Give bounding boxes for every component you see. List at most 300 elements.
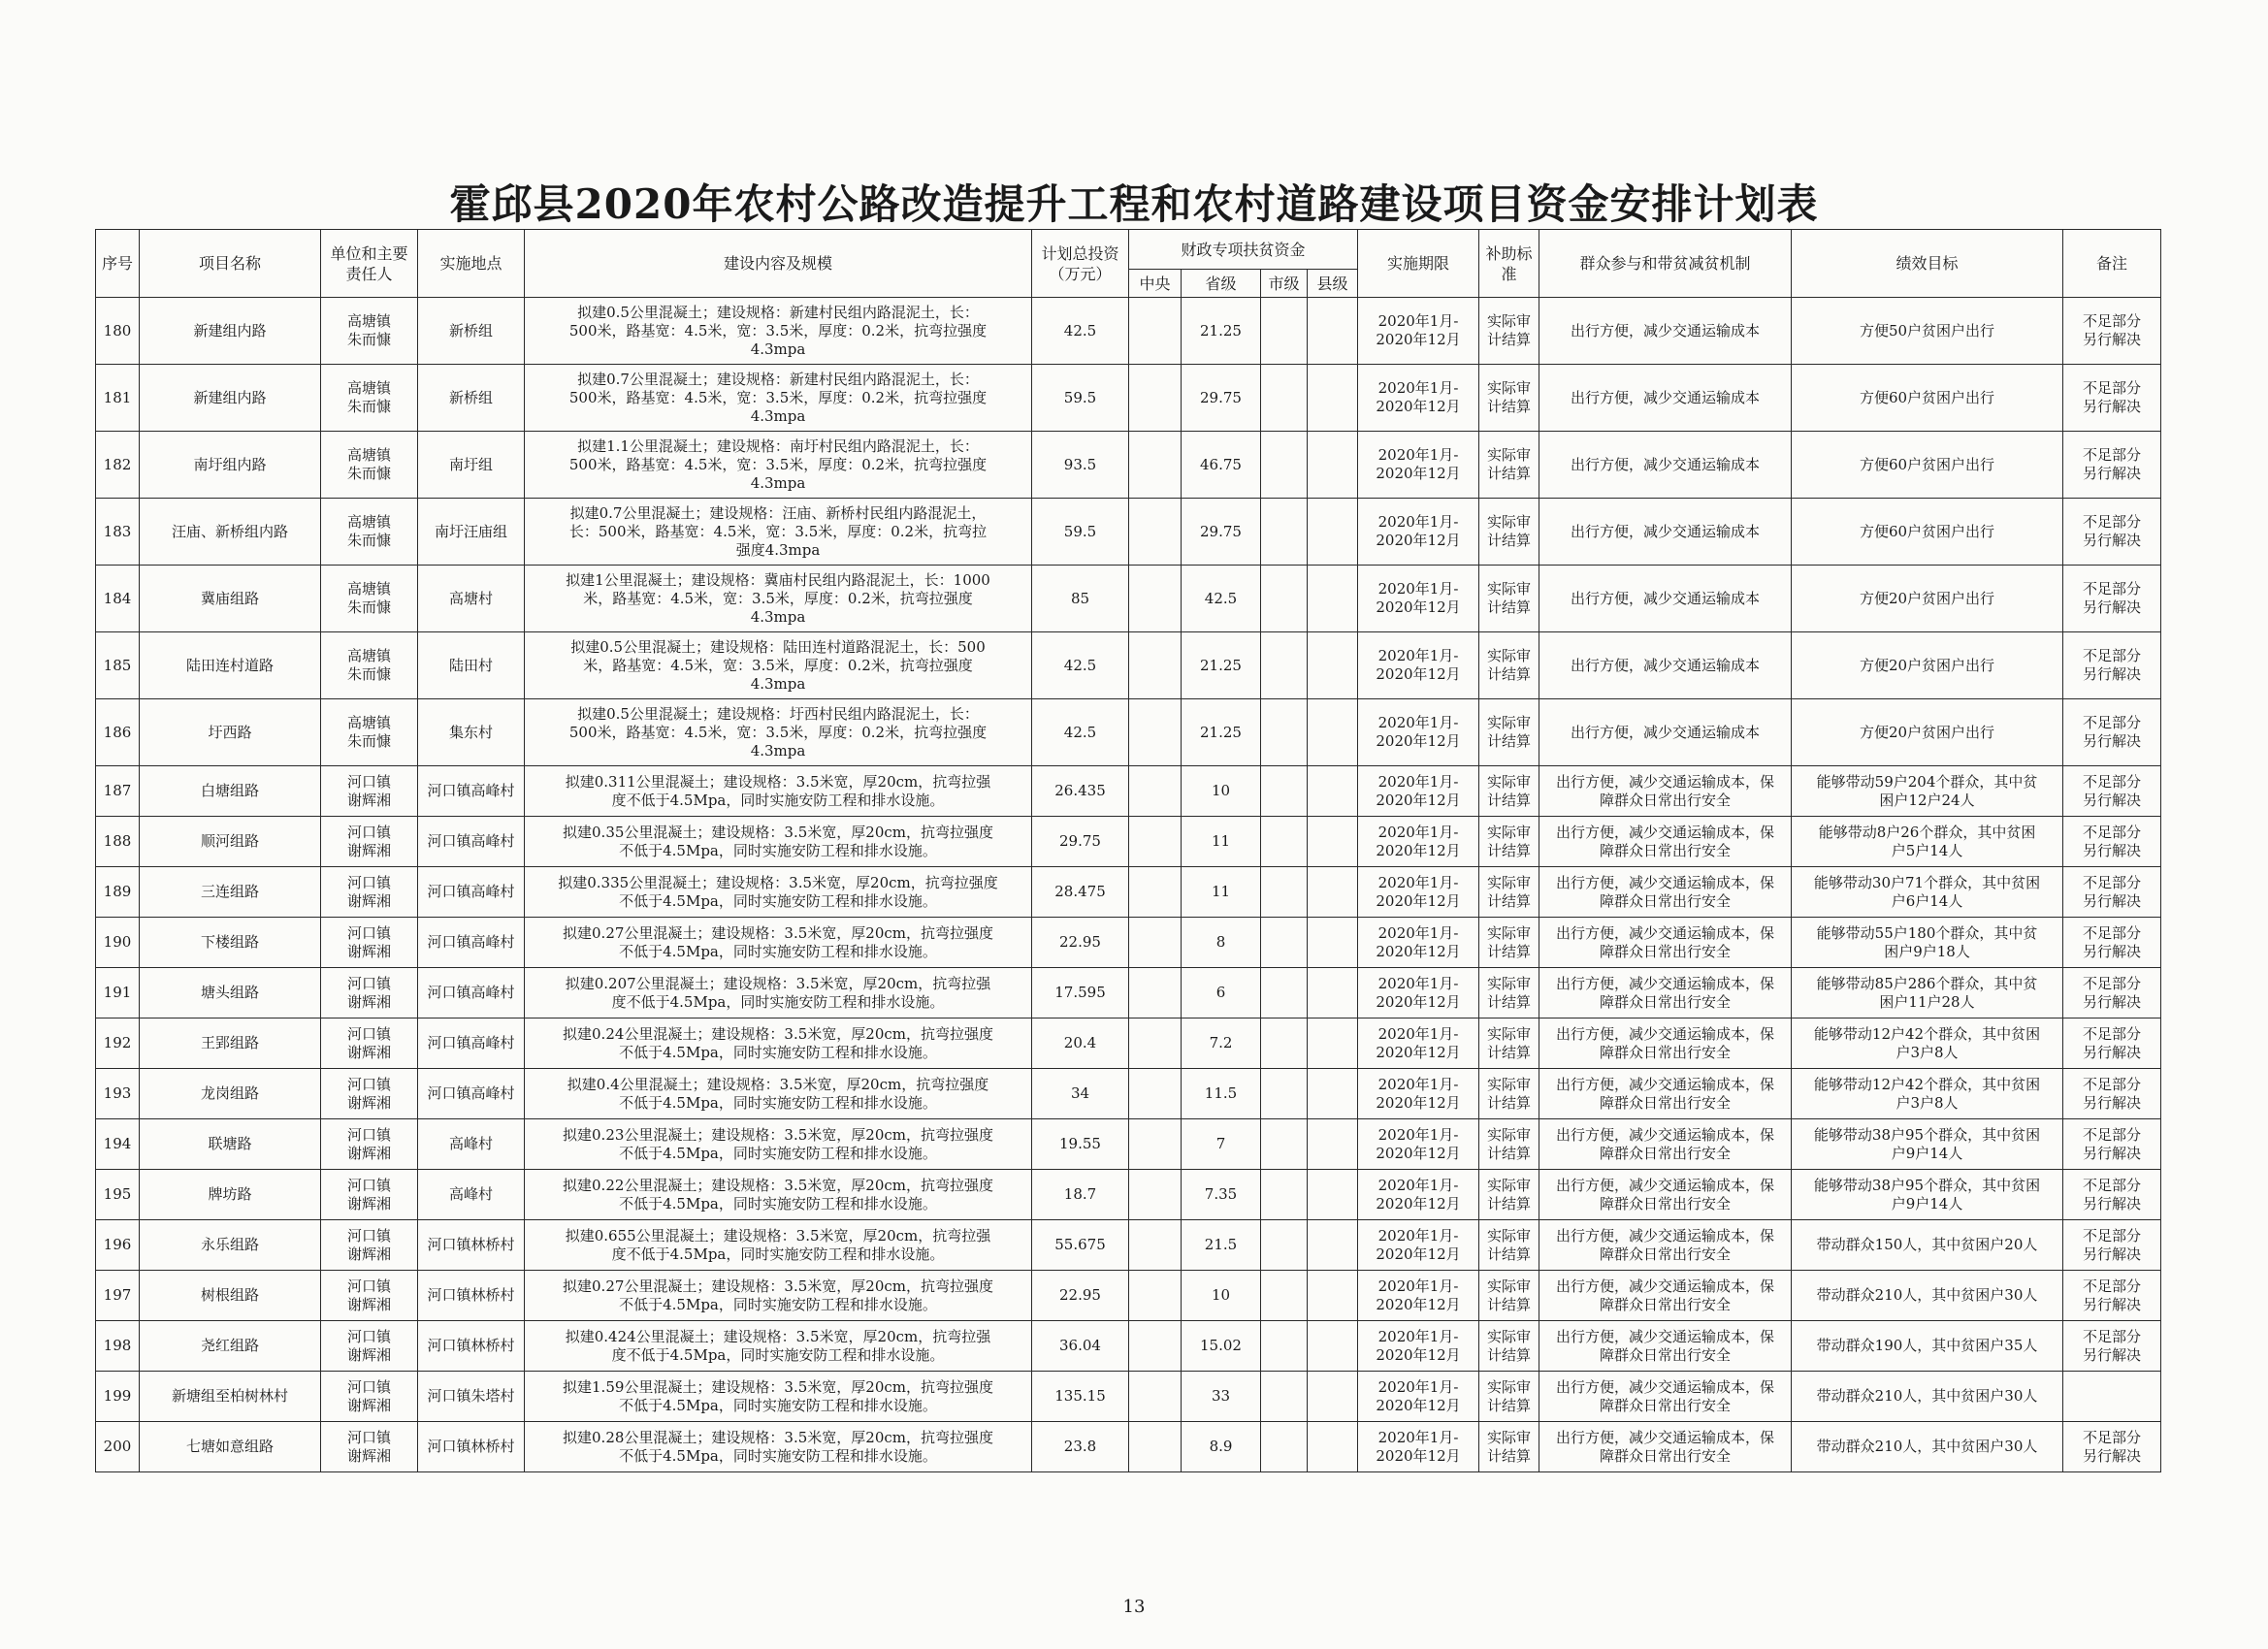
cell-mechanism: 出行方便，减少交通运输成本，保 障群众日常出行安全 bbox=[1539, 867, 1792, 918]
cell-name: 树根组路 bbox=[140, 1271, 321, 1321]
cell-seq: 200 bbox=[96, 1422, 140, 1472]
cell-remark: 不足部分 另行解决 bbox=[2063, 867, 2161, 918]
cell-total: 42.5 bbox=[1032, 699, 1129, 766]
cell-goal: 方便20户贫困户出行 bbox=[1792, 632, 2063, 699]
cell-fund-central bbox=[1129, 699, 1182, 766]
cell-location: 新桥组 bbox=[418, 298, 525, 365]
cell-fund-city bbox=[1261, 1170, 1308, 1220]
cell-fund-province: 10 bbox=[1182, 1271, 1261, 1321]
header-fund-group: 财政专项扶贫资金 bbox=[1129, 230, 1358, 270]
cell-name: 塘头组路 bbox=[140, 968, 321, 1018]
cell-fund-central bbox=[1129, 1271, 1182, 1321]
cell-seq: 186 bbox=[96, 699, 140, 766]
cell-fund-city bbox=[1261, 1069, 1308, 1119]
cell-period: 2020年1月- 2020年12月 bbox=[1358, 1220, 1479, 1271]
cell-name: 尧红组路 bbox=[140, 1321, 321, 1372]
cell-fund-county bbox=[1308, 1119, 1358, 1170]
cell-seq: 197 bbox=[96, 1271, 140, 1321]
cell-mechanism: 出行方便，减少交通运输成本 bbox=[1539, 699, 1792, 766]
table-row bbox=[96, 365, 2161, 432]
cell-name: 南圩组内路 bbox=[140, 432, 321, 499]
cell-mechanism: 出行方便，减少交通运输成本，保 障群众日常出行安全 bbox=[1539, 1170, 1792, 1220]
cell-subsidy: 实际审 计结算 bbox=[1479, 1220, 1539, 1271]
cell-remark: 不足部分 另行解决 bbox=[2063, 365, 2161, 432]
cell-unit: 河口镇 谢辉湘 bbox=[321, 1220, 418, 1271]
header-unit: 单位和主要责任人 bbox=[321, 230, 418, 298]
cell-fund-city bbox=[1261, 1372, 1308, 1422]
cell-fund-central bbox=[1129, 632, 1182, 699]
cell-mechanism: 出行方便，减少交通运输成本 bbox=[1539, 566, 1792, 632]
cell-goal: 方便60户贫困户出行 bbox=[1792, 499, 2063, 566]
cell-location: 河口镇高峰村 bbox=[418, 968, 525, 1018]
table-row bbox=[96, 918, 2161, 968]
cell-fund-province: 29.75 bbox=[1182, 499, 1261, 566]
cell-name: 新建组内路 bbox=[140, 298, 321, 365]
table-row bbox=[96, 1069, 2161, 1119]
header-period: 实施期限 bbox=[1358, 230, 1479, 298]
cell-period: 2020年1月- 2020年12月 bbox=[1358, 432, 1479, 499]
cell-goal: 能够带动30户71个群众，其中贫困 户6户14人 bbox=[1792, 867, 2063, 918]
cell-fund-county bbox=[1308, 1170, 1358, 1220]
table-row bbox=[96, 766, 2161, 817]
cell-remark: 不足部分 另行解决 bbox=[2063, 499, 2161, 566]
cell-unit: 河口镇 谢辉湘 bbox=[321, 1069, 418, 1119]
cell-goal: 带动群众190人，其中贫困户35人 bbox=[1792, 1321, 2063, 1372]
cell-goal: 能够带动55户180个群众，其中贫 困户9户18人 bbox=[1792, 918, 2063, 968]
cell-fund-central bbox=[1129, 298, 1182, 365]
cell-remark: 不足部分 另行解决 bbox=[2063, 1220, 2161, 1271]
cell-seq: 180 bbox=[96, 298, 140, 365]
cell-period: 2020年1月- 2020年12月 bbox=[1358, 1119, 1479, 1170]
cell-total: 85 bbox=[1032, 566, 1129, 632]
cell-total: 18.7 bbox=[1032, 1170, 1129, 1220]
cell-mechanism: 出行方便，减少交通运输成本 bbox=[1539, 365, 1792, 432]
cell-content: 拟建0.207公里混凝土；建设规格：3.5米宽，厚20cm，抗弯拉强 度不低于4.5Mpa，同时实施安防工程和排水设施。 bbox=[525, 968, 1032, 1018]
cell-fund-county bbox=[1308, 566, 1358, 632]
cell-unit: 河口镇 谢辉湘 bbox=[321, 1170, 418, 1220]
cell-mechanism: 出行方便，减少交通运输成本 bbox=[1539, 632, 1792, 699]
cell-fund-province: 42.5 bbox=[1182, 566, 1261, 632]
cell-goal: 方便60户贫困户出行 bbox=[1792, 365, 2063, 432]
cell-remark: 不足部分 另行解决 bbox=[2063, 1069, 2161, 1119]
cell-name: 永乐组路 bbox=[140, 1220, 321, 1271]
header-content: 建设内容及规模 bbox=[525, 230, 1032, 298]
cell-content: 拟建1.59公里混凝土；建设规格：3.5米宽，厚20cm，抗弯拉强度 不低于4.5Mpa，同时实施安防工程和排水设施。 bbox=[525, 1372, 1032, 1422]
cell-fund-central bbox=[1129, 1119, 1182, 1170]
cell-seq: 194 bbox=[96, 1119, 140, 1170]
cell-unit: 高塘镇 朱而慷 bbox=[321, 499, 418, 566]
cell-fund-county bbox=[1308, 1321, 1358, 1372]
cell-content: 拟建0.5公里混凝土；建设规格：陆田连村道路混泥土，长：500 米，路基宽：4.5米，宽：3.5米，厚度：0.2米，抗弯拉强度 4.3mpa bbox=[525, 632, 1032, 699]
cell-remark: 不足部分 另行解决 bbox=[2063, 1271, 2161, 1321]
cell-seq: 199 bbox=[96, 1372, 140, 1422]
cell-total: 55.675 bbox=[1032, 1220, 1129, 1271]
cell-subsidy: 实际审 计结算 bbox=[1479, 632, 1539, 699]
table-row bbox=[96, 867, 2161, 918]
cell-fund-central bbox=[1129, 1321, 1182, 1372]
cell-goal: 能够带动12户42个群众，其中贫困 户3户8人 bbox=[1792, 1069, 2063, 1119]
cell-content: 拟建0.27公里混凝土；建设规格：3.5米宽，厚20cm，抗弯拉强度 不低于4.5Mpa，同时实施安防工程和排水设施。 bbox=[525, 1271, 1032, 1321]
header-mechanism: 群众参与和带贫减贫机制 bbox=[1539, 230, 1792, 298]
cell-seq: 191 bbox=[96, 968, 140, 1018]
cell-remark bbox=[2063, 1372, 2161, 1422]
cell-total: 36.04 bbox=[1032, 1321, 1129, 1372]
cell-fund-central bbox=[1129, 1018, 1182, 1069]
cell-seq: 193 bbox=[96, 1069, 140, 1119]
cell-unit: 高塘镇 朱而慷 bbox=[321, 632, 418, 699]
cell-unit: 河口镇 谢辉湘 bbox=[321, 1271, 418, 1321]
cell-total: 22.95 bbox=[1032, 1271, 1129, 1321]
cell-content: 拟建0.655公里混凝土；建设规格：3.5米宽，厚20cm，抗弯拉强 度不低于4.5Mpa，同时实施安防工程和排水设施。 bbox=[525, 1220, 1032, 1271]
cell-fund-city bbox=[1261, 968, 1308, 1018]
cell-fund-city bbox=[1261, 699, 1308, 766]
cell-seq: 196 bbox=[96, 1220, 140, 1271]
cell-fund-central bbox=[1129, 499, 1182, 566]
cell-mechanism: 出行方便，减少交通运输成本，保 障群众日常出行安全 bbox=[1539, 1069, 1792, 1119]
cell-goal: 能够带动38户95个群众，其中贫困 户9户14人 bbox=[1792, 1119, 2063, 1170]
cell-seq: 183 bbox=[96, 499, 140, 566]
cell-content: 拟建0.27公里混凝土；建设规格：3.5米宽，厚20cm，抗弯拉强度 不低于4.5Mpa，同时实施安防工程和排水设施。 bbox=[525, 918, 1032, 968]
cell-fund-city bbox=[1261, 432, 1308, 499]
cell-location: 南圩组 bbox=[418, 432, 525, 499]
cell-location: 集东村 bbox=[418, 699, 525, 766]
cell-fund-city bbox=[1261, 1321, 1308, 1372]
cell-content: 拟建0.4公里混凝土；建设规格：3.5米宽，厚20cm，抗弯拉强度 不低于4.5Mpa，同时实施安防工程和排水设施。 bbox=[525, 1069, 1032, 1119]
cell-total: 19.55 bbox=[1032, 1119, 1129, 1170]
cell-fund-county bbox=[1308, 298, 1358, 365]
cell-unit: 高塘镇 朱而慷 bbox=[321, 432, 418, 499]
cell-subsidy: 实际审 计结算 bbox=[1479, 1119, 1539, 1170]
cell-fund-province: 21.5 bbox=[1182, 1220, 1261, 1271]
cell-total: 29.75 bbox=[1032, 817, 1129, 867]
cell-mechanism: 出行方便，减少交通运输成本，保 障群众日常出行安全 bbox=[1539, 1018, 1792, 1069]
cell-location: 陆田村 bbox=[418, 632, 525, 699]
cell-remark: 不足部分 另行解决 bbox=[2063, 1018, 2161, 1069]
cell-content: 拟建0.311公里混凝土；建设规格：3.5米宽，厚20cm，抗弯拉强 度不低于4.5Mpa，同时实施安防工程和排水设施。 bbox=[525, 766, 1032, 817]
cell-name: 陆田连村道路 bbox=[140, 632, 321, 699]
cell-fund-central bbox=[1129, 817, 1182, 867]
cell-location: 河口镇高峰村 bbox=[418, 918, 525, 968]
cell-total: 135.15 bbox=[1032, 1372, 1129, 1422]
table-header bbox=[96, 230, 2161, 298]
cell-period: 2020年1月- 2020年12月 bbox=[1358, 365, 1479, 432]
table-row bbox=[96, 817, 2161, 867]
cell-unit: 河口镇 谢辉湘 bbox=[321, 867, 418, 918]
cell-subsidy: 实际审 计结算 bbox=[1479, 918, 1539, 968]
cell-fund-county bbox=[1308, 1018, 1358, 1069]
cell-remark: 不足部分 另行解决 bbox=[2063, 699, 2161, 766]
document-title: 霍邱县2020年农村公路改造提升工程和农村道路建设项目资金安排计划表 bbox=[449, 180, 1819, 228]
cell-total: 26.435 bbox=[1032, 766, 1129, 817]
cell-mechanism: 出行方便，减少交通运输成本，保 障群众日常出行安全 bbox=[1539, 1372, 1792, 1422]
cell-period: 2020年1月- 2020年12月 bbox=[1358, 1170, 1479, 1220]
cell-fund-province: 46.75 bbox=[1182, 432, 1261, 499]
cell-fund-county bbox=[1308, 432, 1358, 499]
cell-mechanism: 出行方便，减少交通运输成本 bbox=[1539, 298, 1792, 365]
cell-goal: 带动群众210人，其中贫困户30人 bbox=[1792, 1422, 2063, 1472]
cell-fund-province: 10 bbox=[1182, 766, 1261, 817]
cell-content: 拟建0.24公里混凝土；建设规格：3.5米宽，厚20cm，抗弯拉强度 不低于4.5Mpa，同时实施安防工程和排水设施。 bbox=[525, 1018, 1032, 1069]
cell-location: 河口镇高峰村 bbox=[418, 766, 525, 817]
table-row bbox=[96, 1119, 2161, 1170]
cell-fund-province: 15.02 bbox=[1182, 1321, 1261, 1372]
table-body bbox=[96, 298, 2161, 1472]
cell-period: 2020年1月- 2020年12月 bbox=[1358, 632, 1479, 699]
header-seq: 序号 bbox=[96, 230, 140, 298]
cell-fund-province: 7.35 bbox=[1182, 1170, 1261, 1220]
cell-subsidy: 实际审 计结算 bbox=[1479, 432, 1539, 499]
cell-subsidy: 实际审 计结算 bbox=[1479, 1170, 1539, 1220]
cell-total: 59.5 bbox=[1032, 499, 1129, 566]
cell-goal: 方便20户贫困户出行 bbox=[1792, 566, 2063, 632]
cell-total: 59.5 bbox=[1032, 365, 1129, 432]
cell-goal: 能够带动85户286个群众，其中贫 困户11户28人 bbox=[1792, 968, 2063, 1018]
cell-period: 2020年1月- 2020年12月 bbox=[1358, 1069, 1479, 1119]
funding-plan-table bbox=[95, 229, 2161, 1472]
cell-content: 拟建0.7公里混凝土；建设规格：汪庙、新桥村民组内路混泥土， 长：500米，路基宽：4.5米，宽：3.5米，厚度：0.2米，抗弯拉 强度4.3mpa bbox=[525, 499, 1032, 566]
cell-fund-province: 29.75 bbox=[1182, 365, 1261, 432]
table-row bbox=[96, 566, 2161, 632]
cell-period: 2020年1月- 2020年12月 bbox=[1358, 1018, 1479, 1069]
cell-location: 河口镇高峰村 bbox=[418, 1018, 525, 1069]
cell-remark: 不足部分 另行解决 bbox=[2063, 1321, 2161, 1372]
cell-location: 南圩汪庙组 bbox=[418, 499, 525, 566]
cell-remark: 不足部分 另行解决 bbox=[2063, 766, 2161, 817]
cell-location: 河口镇朱塔村 bbox=[418, 1372, 525, 1422]
table-row bbox=[96, 1422, 2161, 1472]
cell-period: 2020年1月- 2020年12月 bbox=[1358, 817, 1479, 867]
cell-period: 2020年1月- 2020年12月 bbox=[1358, 1321, 1479, 1372]
cell-goal: 方便50户贫困户出行 bbox=[1792, 298, 2063, 365]
cell-fund-county bbox=[1308, 1069, 1358, 1119]
cell-seq: 187 bbox=[96, 766, 140, 817]
cell-fund-province: 11 bbox=[1182, 817, 1261, 867]
cell-location: 河口镇高峰村 bbox=[418, 1069, 525, 1119]
cell-fund-central bbox=[1129, 1372, 1182, 1422]
cell-subsidy: 实际审 计结算 bbox=[1479, 1018, 1539, 1069]
cell-period: 2020年1月- 2020年12月 bbox=[1358, 766, 1479, 817]
cell-goal: 能够带动8户26个群众，其中贫困 户5户14人 bbox=[1792, 817, 2063, 867]
cell-goal: 能够带动12户42个群众，其中贫困 户3户8人 bbox=[1792, 1018, 2063, 1069]
cell-fund-city bbox=[1261, 298, 1308, 365]
cell-location: 高塘村 bbox=[418, 566, 525, 632]
cell-fund-city bbox=[1261, 1018, 1308, 1069]
cell-name: 牌坊路 bbox=[140, 1170, 321, 1220]
cell-seq: 184 bbox=[96, 566, 140, 632]
cell-name: 联塘路 bbox=[140, 1119, 321, 1170]
cell-mechanism: 出行方便，减少交通运输成本，保 障群众日常出行安全 bbox=[1539, 1422, 1792, 1472]
cell-fund-province: 21.25 bbox=[1182, 632, 1261, 699]
cell-name: 白塘组路 bbox=[140, 766, 321, 817]
cell-period: 2020年1月- 2020年12月 bbox=[1358, 699, 1479, 766]
cell-fund-county bbox=[1308, 766, 1358, 817]
cell-subsidy: 实际审 计结算 bbox=[1479, 365, 1539, 432]
cell-fund-province: 21.25 bbox=[1182, 699, 1261, 766]
cell-remark: 不足部分 另行解决 bbox=[2063, 817, 2161, 867]
cell-fund-province: 7.2 bbox=[1182, 1018, 1261, 1069]
cell-fund-central bbox=[1129, 968, 1182, 1018]
table-row bbox=[96, 968, 2161, 1018]
cell-total: 42.5 bbox=[1032, 298, 1129, 365]
cell-seq: 192 bbox=[96, 1018, 140, 1069]
cell-period: 2020年1月- 2020年12月 bbox=[1358, 1422, 1479, 1472]
cell-location: 河口镇林桥村 bbox=[418, 1422, 525, 1472]
cell-fund-province: 33 bbox=[1182, 1372, 1261, 1422]
cell-fund-central bbox=[1129, 566, 1182, 632]
cell-fund-province: 7 bbox=[1182, 1119, 1261, 1170]
cell-period: 2020年1月- 2020年12月 bbox=[1358, 1271, 1479, 1321]
cell-goal: 能够带动38户95个群众，其中贫困 户9户14人 bbox=[1792, 1170, 2063, 1220]
cell-mechanism: 出行方便，减少交通运输成本，保 障群众日常出行安全 bbox=[1539, 1321, 1792, 1372]
cell-remark: 不足部分 另行解决 bbox=[2063, 566, 2161, 632]
header-subsidy: 补助标准 bbox=[1479, 230, 1539, 298]
cell-goal: 能够带动59户204个群众，其中贫 困户12户24人 bbox=[1792, 766, 2063, 817]
table-row bbox=[96, 298, 2161, 365]
cell-period: 2020年1月- 2020年12月 bbox=[1358, 867, 1479, 918]
cell-fund-city bbox=[1261, 1220, 1308, 1271]
cell-fund-county bbox=[1308, 699, 1358, 766]
table-row bbox=[96, 632, 2161, 699]
cell-total: 42.5 bbox=[1032, 632, 1129, 699]
cell-name: 汪庙、新桥组内路 bbox=[140, 499, 321, 566]
header-fund-province: 省级 bbox=[1182, 270, 1261, 298]
table-row bbox=[96, 1321, 2161, 1372]
page-number: 13 bbox=[1122, 1597, 1146, 1617]
cell-subsidy: 实际审 计结算 bbox=[1479, 566, 1539, 632]
cell-name: 新建组内路 bbox=[140, 365, 321, 432]
table-row bbox=[96, 1220, 2161, 1271]
cell-content: 拟建0.23公里混凝土；建设规格：3.5米宽，厚20cm，抗弯拉强度 不低于4.5Mpa，同时实施安防工程和排水设施。 bbox=[525, 1119, 1032, 1170]
cell-subsidy: 实际审 计结算 bbox=[1479, 1372, 1539, 1422]
cell-fund-city bbox=[1261, 1422, 1308, 1472]
cell-content: 拟建1.1公里混凝土；建设规格：南圩村民组内路混泥土，长： 500米，路基宽：4.5米，宽：3.5米，厚度：0.2米，抗弯拉强度 4.3mpa bbox=[525, 432, 1032, 499]
cell-name: 顺河组路 bbox=[140, 817, 321, 867]
cell-fund-city bbox=[1261, 566, 1308, 632]
cell-fund-city bbox=[1261, 499, 1308, 566]
cell-fund-county bbox=[1308, 918, 1358, 968]
cell-remark: 不足部分 另行解决 bbox=[2063, 1422, 2161, 1472]
cell-seq: 185 bbox=[96, 632, 140, 699]
cell-fund-county bbox=[1308, 1271, 1358, 1321]
cell-unit: 河口镇 谢辉湘 bbox=[321, 1372, 418, 1422]
cell-fund-central bbox=[1129, 918, 1182, 968]
cell-content: 拟建0.22公里混凝土；建设规格：3.5米宽，厚20cm，抗弯拉强度 不低于4.5Mpa，同时实施安防工程和排水设施。 bbox=[525, 1170, 1032, 1220]
cell-name: 七塘如意组路 bbox=[140, 1422, 321, 1472]
header-total: 计划总投资（万元） bbox=[1032, 230, 1129, 298]
header-name: 项目名称 bbox=[140, 230, 321, 298]
cell-location: 高峰村 bbox=[418, 1170, 525, 1220]
cell-subsidy: 实际审 计结算 bbox=[1479, 766, 1539, 817]
cell-fund-central bbox=[1129, 766, 1182, 817]
cell-remark: 不足部分 另行解决 bbox=[2063, 1119, 2161, 1170]
cell-subsidy: 实际审 计结算 bbox=[1479, 1069, 1539, 1119]
cell-remark: 不足部分 另行解决 bbox=[2063, 632, 2161, 699]
cell-fund-city bbox=[1261, 365, 1308, 432]
cell-location: 河口镇林桥村 bbox=[418, 1321, 525, 1372]
cell-unit: 河口镇 谢辉湘 bbox=[321, 1422, 418, 1472]
cell-seq: 195 bbox=[96, 1170, 140, 1220]
cell-unit: 高塘镇 朱而慷 bbox=[321, 298, 418, 365]
cell-unit: 河口镇 谢辉湘 bbox=[321, 1321, 418, 1372]
cell-unit: 高塘镇 朱而慷 bbox=[321, 699, 418, 766]
cell-mechanism: 出行方便，减少交通运输成本，保 障群众日常出行安全 bbox=[1539, 817, 1792, 867]
cell-subsidy: 实际审 计结算 bbox=[1479, 968, 1539, 1018]
cell-fund-county bbox=[1308, 968, 1358, 1018]
cell-goal: 带动群众210人，其中贫困户30人 bbox=[1792, 1271, 2063, 1321]
cell-subsidy: 实际审 计结算 bbox=[1479, 499, 1539, 566]
cell-fund-county bbox=[1308, 1372, 1358, 1422]
cell-unit: 高塘镇 朱而慷 bbox=[321, 566, 418, 632]
table-row bbox=[96, 432, 2161, 499]
cell-fund-central bbox=[1129, 1069, 1182, 1119]
cell-location: 新桥组 bbox=[418, 365, 525, 432]
cell-unit: 河口镇 谢辉湘 bbox=[321, 817, 418, 867]
cell-period: 2020年1月- 2020年12月 bbox=[1358, 968, 1479, 1018]
cell-fund-central bbox=[1129, 867, 1182, 918]
cell-mechanism: 出行方便，减少交通运输成本，保 障群众日常出行安全 bbox=[1539, 1119, 1792, 1170]
cell-fund-province: 8 bbox=[1182, 918, 1261, 968]
cell-goal: 带动群众150人，其中贫困户20人 bbox=[1792, 1220, 2063, 1271]
table-row bbox=[96, 1372, 2161, 1422]
cell-total: 17.595 bbox=[1032, 968, 1129, 1018]
cell-fund-central bbox=[1129, 1170, 1182, 1220]
cell-period: 2020年1月- 2020年12月 bbox=[1358, 918, 1479, 968]
cell-name: 冀庙组路 bbox=[140, 566, 321, 632]
cell-name: 三连组路 bbox=[140, 867, 321, 918]
cell-period: 2020年1月- 2020年12月 bbox=[1358, 566, 1479, 632]
cell-name: 龙岗组路 bbox=[140, 1069, 321, 1119]
cell-remark: 不足部分 另行解决 bbox=[2063, 432, 2161, 499]
cell-fund-province: 8.9 bbox=[1182, 1422, 1261, 1472]
cell-fund-county bbox=[1308, 1422, 1358, 1472]
table-row bbox=[96, 1170, 2161, 1220]
cell-content: 拟建0.5公里混凝土；建设规格：圩西村民组内路混泥土，长： 500米，路基宽：4.5米，宽：3.5米，厚度：0.2米，抗弯拉强度 4.3mpa bbox=[525, 699, 1032, 766]
cell-fund-county bbox=[1308, 1220, 1358, 1271]
cell-subsidy: 实际审 计结算 bbox=[1479, 867, 1539, 918]
cell-total: 23.8 bbox=[1032, 1422, 1129, 1472]
cell-fund-central bbox=[1129, 365, 1182, 432]
cell-content: 拟建0.35公里混凝土；建设规格：3.5米宽，厚20cm，抗弯拉强度 不低于4.5Mpa，同时实施安防工程和排水设施。 bbox=[525, 817, 1032, 867]
cell-fund-city bbox=[1261, 766, 1308, 817]
cell-seq: 189 bbox=[96, 867, 140, 918]
cell-total: 22.95 bbox=[1032, 918, 1129, 968]
cell-name: 王郢组路 bbox=[140, 1018, 321, 1069]
cell-goal: 方便60户贫困户出行 bbox=[1792, 432, 2063, 499]
cell-goal: 方便20户贫困户出行 bbox=[1792, 699, 2063, 766]
cell-content: 拟建0.5公里混凝土；建设规格：新建村民组内路混泥土，长： 500米，路基宽：4.5米，宽：3.5米，厚度：0.2米，抗弯拉强度 4.3mpa bbox=[525, 298, 1032, 365]
cell-fund-city bbox=[1261, 632, 1308, 699]
cell-fund-city bbox=[1261, 817, 1308, 867]
cell-location: 河口镇林桥村 bbox=[418, 1220, 525, 1271]
cell-fund-province: 11.5 bbox=[1182, 1069, 1261, 1119]
cell-content: 拟建0.335公里混凝土；建设规格：3.5米宽，厚20cm，抗弯拉强度 不低于4.5Mpa，同时实施安防工程和排水设施。 bbox=[525, 867, 1032, 918]
cell-location: 高峰村 bbox=[418, 1119, 525, 1170]
cell-period: 2020年1月- 2020年12月 bbox=[1358, 499, 1479, 566]
cell-fund-province: 6 bbox=[1182, 968, 1261, 1018]
cell-fund-county bbox=[1308, 867, 1358, 918]
cell-subsidy: 实际审 计结算 bbox=[1479, 1271, 1539, 1321]
cell-fund-central bbox=[1129, 432, 1182, 499]
cell-name: 下楼组路 bbox=[140, 918, 321, 968]
table-row bbox=[96, 1018, 2161, 1069]
table-row bbox=[96, 1271, 2161, 1321]
cell-fund-city bbox=[1261, 918, 1308, 968]
cell-location: 河口镇高峰村 bbox=[418, 867, 525, 918]
cell-seq: 198 bbox=[96, 1321, 140, 1372]
cell-content: 拟建1公里混凝土；建设规格：冀庙村民组内路混泥土，长：1000 米，路基宽：4.5米，宽：3.5米，厚度：0.2米，抗弯拉强度 4.3mpa bbox=[525, 566, 1032, 632]
header-fund-central: 中央 bbox=[1129, 270, 1182, 298]
cell-seq: 181 bbox=[96, 365, 140, 432]
